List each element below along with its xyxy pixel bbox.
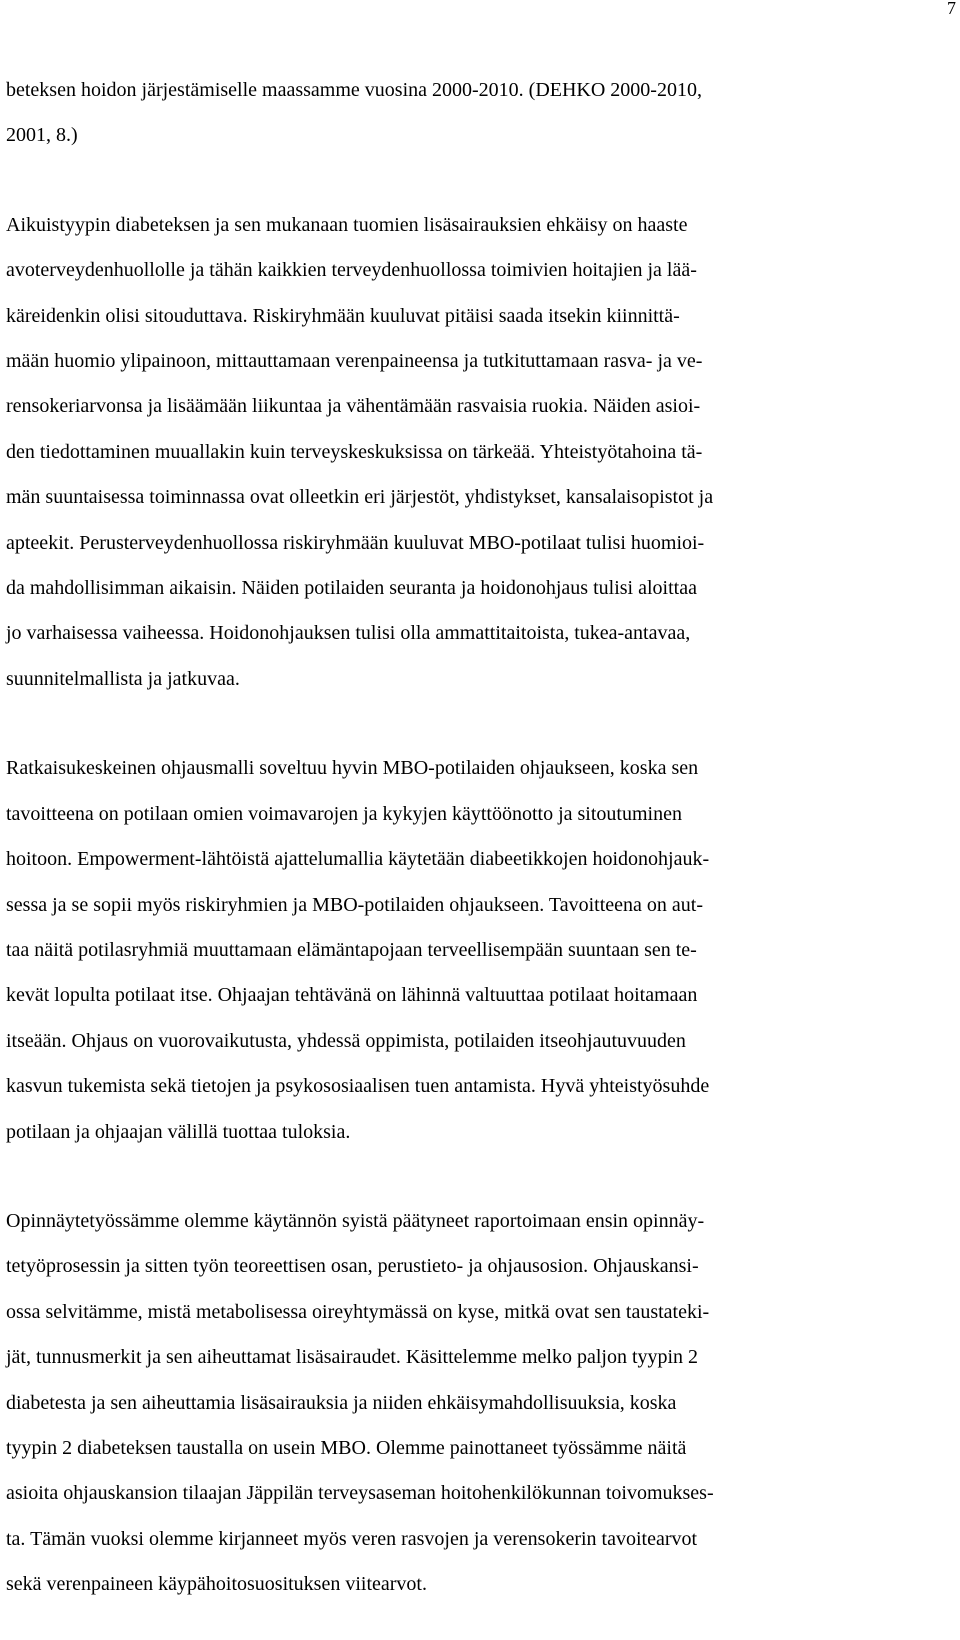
page-number: 7 — [947, 0, 956, 18]
document-body — [6, 68, 916, 1608]
paragraph-4: Opinnäytetyössämme olemme käytännön syistä päätyneet raportoimaan ensin opinnäy- tetyöprosessin ja sitten työn teoreettisen osan, perustieto- ja ohjausosion. Ohjauskansi- ossa selvitämme, mistä metabolisessa oireyhtymässä on kyse, mitkä ovat sen taustateki- jät, tunnusmerkit ja sen aiheuttamat lisäsairaudet. Käsittelemme melko paljon tyypin 2 diabetesta ja sen aiheuttamia lisäsairauksia ja niiden ehkäisymahdollisuuksia, koska tyypin 2 diabeteksen taustalla on usein MBO. Olemme painottaneet työssämme näitä asioita ohjauskansion tilaajan Jäppilän terveysaseman hoitohenkilökunnan toivomukses- ta. Tämän vuoksi olemme kirjanneet myös veren rasvojen ja verensokerin tavoitearvot sekä verenpaineen käypähoitosuosituksen viitearvot. — [6, 1209, 714, 1596]
paragraph-3: Ratkaisukeskeinen ohjausmalli soveltuu hyvin MBO-potilaiden ohjaukseen, koska sen tavoitteena on potilaan omien voimavarojen ja kykyjen käyttöönotto ja sitoutuminen hoitoon. Empowerment-lähtöistä ajattelumallia käytetään diabeetikkojen hoidonohjauk- sessa ja se sopii myös riskiryhmien ja MBO-potilaiden ohjaukseen. Tavoitteena on aut- taa näitä potilasryhmiä muuttamaan elämäntapojaan terveellisempään suuntaan sen te- kevät lopulta potilaat itse. Ohjaajan tehtävänä on lähinnä valtuuttaa potilaat hoitamaan itseään. Ohjaus on vuorovaikutusta, yhdessä oppimista, potilaiden itseohjautuvuuden kasvun tukemista sekä tietojen ja psykososiaalisen tuen antamista. Hyvä yhteistyösuhde potilaan ja ohjaajan välillä tuottaa tuloksia. — [6, 757, 710, 1143]
paragraph-1: beteksen hoidon järjestämiselle maassamme vuosina 2000-2010. (DEHKO 2000-2010, 2001, 8.) — [6, 79, 702, 147]
paragraph-2: Aikuistyypin diabeteksen ja sen mukanaan tuomien lisäsairauksien ehkäisy on haaste avoterveydenhuollolle ja tähän kaikkien terveydenhuollossa toimivien hoitajien ja lää- käreidenkin olisi sitouduttava. Riskiryhmään kuuluvat pitäisi saada itsekin kiinnittä- mään huomio ylipainoon, mittauttamaan verenpaineensa ja tutkituttamaan rasva- ja ve- rensokeriarvonsa ja lisäämään liikuntaa ja vähentämään rasvaisia ruokia. Näiden asioi- den tiedottaminen muuallakin kuin terveyskeskuksissa on tärkeää. Yhteistyötahoina tä- män suuntaisessa toiminnassa ovat olleetkin eri järjestöt, yhdistykset, kansalaisopistot ja apteekit. Perusterveydenhuollossa riskiryhmään kuuluvat MBO-potilaat tulisi huomioi- da mahdollisimman aikaisin. Näiden potilaiden seuranta ja hoidonohjaus tulisi aloittaa jo varhaisessa vaiheessa. Hoidonohjauksen tulisi olla ammattitaitoista, tukea-antavaa, suunnitelmallista ja jatkuvaa. — [6, 213, 714, 690]
